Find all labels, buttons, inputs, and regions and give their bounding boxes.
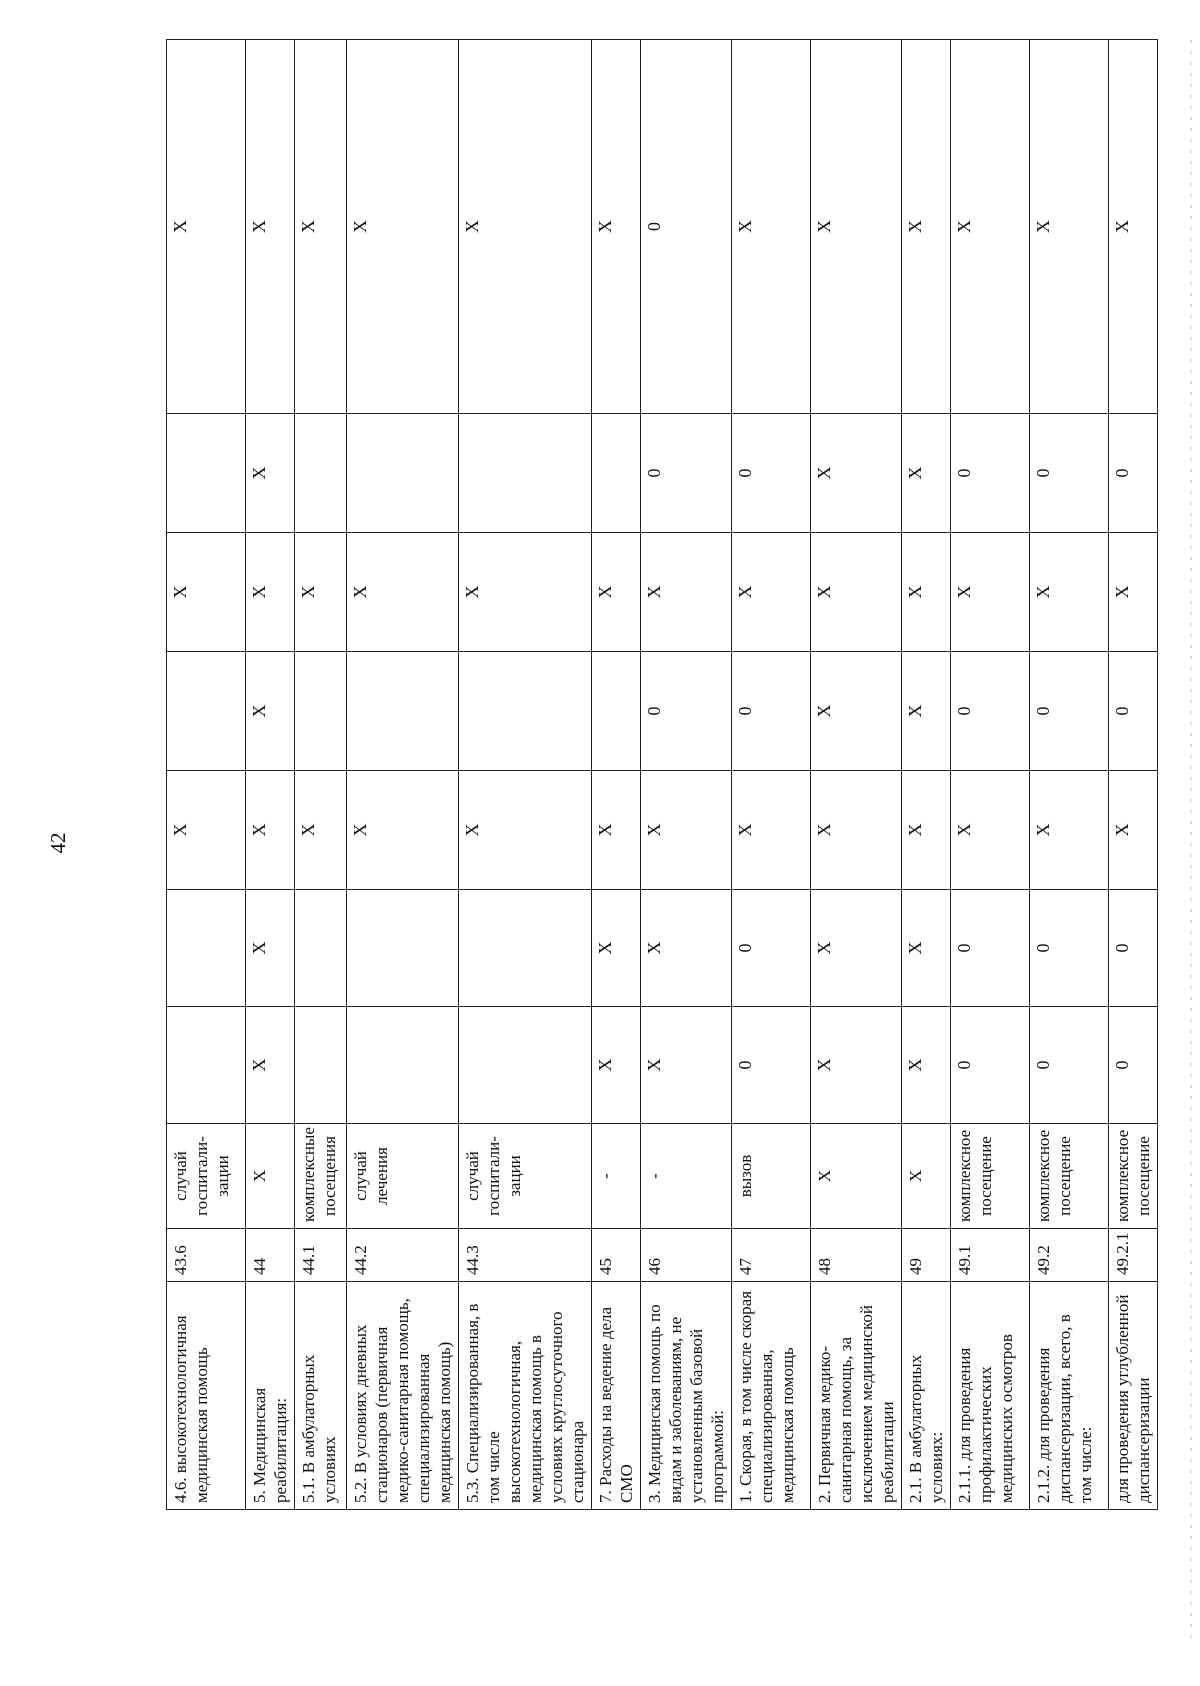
value-cell-4 <box>641 652 732 771</box>
value-text: X <box>170 823 190 837</box>
value-cell-3 <box>732 771 811 890</box>
value-cell-7 <box>732 40 811 414</box>
row-number-cell: 44 <box>246 1229 295 1282</box>
value-text: X <box>1112 823 1132 837</box>
value-text: X <box>905 1058 925 1072</box>
value-text: X <box>644 585 664 599</box>
value-cell-2 <box>592 890 641 1007</box>
table-row <box>295 40 347 1510</box>
value-cell-7 <box>295 40 347 414</box>
row-number-cell: 44.3 <box>459 1229 592 1282</box>
value-text: 0 <box>1112 943 1132 953</box>
value-text: X <box>735 220 755 233</box>
value-text: X <box>462 585 482 599</box>
value-cell-6 <box>167 414 246 533</box>
value-cell-7 <box>167 40 246 414</box>
value-text: X <box>905 941 925 955</box>
value-cell-5 <box>902 533 951 652</box>
row-name-cell: 2.1.2. для проведения диспансеризации, всего, в том числе: <box>1030 1282 1109 1510</box>
row-unit-cell: случай лечения <box>347 1124 459 1229</box>
value-cell-1 <box>347 1007 459 1124</box>
value-cell-3 <box>347 771 459 890</box>
value-cell-2 <box>1109 890 1158 1007</box>
data-table <box>166 39 1158 1510</box>
value-cell-3 <box>641 771 732 890</box>
value-text: 0 <box>644 222 664 231</box>
row-name-cell: 1. Скорая, в том числе скорая специализированная, медицинская помощь <box>732 1282 811 1510</box>
value-cell-5 <box>167 533 246 652</box>
value-text: X <box>249 941 269 955</box>
value-cell-4 <box>167 652 246 771</box>
value-text: 0 <box>735 943 755 953</box>
value-cell-2 <box>459 890 592 1007</box>
table-row <box>246 40 295 1510</box>
value-cell-2 <box>951 890 1030 1007</box>
value-cell-6 <box>732 414 811 533</box>
value-text: X <box>249 585 269 599</box>
value-cell-4 <box>1109 652 1158 771</box>
value-text: X <box>905 704 925 718</box>
value-cell-6 <box>641 414 732 533</box>
value-text: 0 <box>954 706 974 716</box>
value-text: X <box>249 220 269 233</box>
row-number-cell: 48 <box>811 1229 902 1282</box>
value-cell-4 <box>592 652 641 771</box>
value-text: 0 <box>1033 943 1053 953</box>
value-cell-3 <box>167 771 246 890</box>
value-cell-7 <box>1030 40 1109 414</box>
value-cell-7 <box>811 40 902 414</box>
table-row <box>732 40 811 1510</box>
value-cell-1 <box>459 1007 592 1124</box>
value-cell-2 <box>167 890 246 1007</box>
table-container <box>166 40 1153 1510</box>
value-text: 0 <box>735 468 755 478</box>
value-text: 0 <box>954 943 974 953</box>
row-name-cell: 2.1.1. для проведения профилактических медицинских осмотров <box>951 1282 1030 1510</box>
row-name-cell: 5.2. В условиях дневных стационаров (первичная медико-санитарная помощь, специализированная медицинская помощь) <box>347 1282 459 1510</box>
row-name-cell: 5.1. В амбулаторных условиях <box>295 1282 347 1510</box>
value-cell-1 <box>246 1007 295 1124</box>
row-unit-cell: случай госпитали-зации <box>459 1124 592 1229</box>
value-cell-3 <box>246 771 295 890</box>
value-cell-7 <box>347 40 459 414</box>
value-cell-1 <box>1030 1007 1109 1124</box>
value-cell-4 <box>732 652 811 771</box>
row-unit-cell: X <box>811 1124 902 1229</box>
value-text: X <box>595 941 615 955</box>
value-cell-6 <box>246 414 295 533</box>
value-text: 0 <box>644 706 664 716</box>
table-row <box>1030 40 1109 1510</box>
value-text: X <box>814 585 834 599</box>
value-cell-5 <box>811 533 902 652</box>
value-cell-6 <box>592 414 641 533</box>
value-text: X <box>905 823 925 837</box>
value-text: 0 <box>735 1060 755 1070</box>
row-unit-cell: - <box>641 1124 732 1229</box>
value-text: X <box>249 823 269 837</box>
value-cell-4 <box>347 652 459 771</box>
row-number-cell: 46 <box>641 1229 732 1282</box>
table-row <box>459 40 592 1510</box>
value-cell-5 <box>246 533 295 652</box>
value-cell-2 <box>1030 890 1109 1007</box>
row-number-cell: 47 <box>732 1229 811 1282</box>
value-cell-2 <box>246 890 295 1007</box>
value-cell-2 <box>641 890 732 1007</box>
value-cell-5 <box>592 533 641 652</box>
value-cell-6 <box>295 414 347 533</box>
value-text: X <box>735 823 755 837</box>
row-unit-cell: комплексное посещение <box>1109 1124 1158 1229</box>
value-cell-7 <box>641 40 732 414</box>
value-text: X <box>905 585 925 599</box>
value-cell-4 <box>295 652 347 771</box>
value-cell-1 <box>811 1007 902 1124</box>
value-cell-7 <box>1109 40 1158 414</box>
row-number-cell: 45 <box>592 1229 641 1282</box>
table-row <box>951 40 1030 1510</box>
value-cell-1 <box>167 1007 246 1124</box>
value-text: X <box>814 823 834 837</box>
value-text: 0 <box>954 1060 974 1070</box>
row-name-cell: 2. Первичная медико-санитарная помощь, за исключением медицинской реабилитации <box>811 1282 902 1510</box>
value-cell-5 <box>459 533 592 652</box>
value-text: X <box>644 823 664 837</box>
value-text: 0 <box>644 468 664 478</box>
value-text: X <box>735 585 755 599</box>
row-unit-cell: - <box>592 1124 641 1229</box>
value-cell-2 <box>732 890 811 1007</box>
value-text: 0 <box>1112 468 1132 478</box>
row-number-cell: 44.1 <box>295 1229 347 1282</box>
row-name-cell: для проведения углубленной диспансеризации <box>1109 1282 1158 1510</box>
value-cell-2 <box>347 890 459 1007</box>
value-cell-5 <box>951 533 1030 652</box>
value-cell-3 <box>295 771 347 890</box>
table-row <box>811 40 902 1510</box>
value-cell-2 <box>295 890 347 1007</box>
row-name-cell: 4.6. высокотехнологичная медицинская помощь <box>167 1282 246 1510</box>
value-cell-4 <box>902 652 951 771</box>
value-cell-1 <box>641 1007 732 1124</box>
value-cell-1 <box>295 1007 347 1124</box>
value-text: 0 <box>1112 706 1132 716</box>
value-cell-4 <box>811 652 902 771</box>
value-cell-1 <box>1109 1007 1158 1124</box>
value-text: 0 <box>954 468 974 478</box>
value-cell-5 <box>347 533 459 652</box>
value-text: X <box>814 1058 834 1072</box>
value-text: X <box>814 220 834 233</box>
value-text: X <box>249 466 269 480</box>
value-text: X <box>1033 220 1053 233</box>
row-name-cell: 5.3. Специализированная, в том числе высокотехнологичная, медицинская помощь в условиях круглосуточного стационара <box>459 1282 592 1510</box>
row-unit-cell: комплексное посещение <box>1030 1124 1109 1229</box>
row-name-cell: 2.1. В амбулаторных условиях: <box>902 1282 951 1510</box>
row-number-cell: 49.1 <box>951 1229 1030 1282</box>
value-text: X <box>595 823 615 837</box>
scan-edge-artifact <box>1190 40 1192 1640</box>
row-unit-cell: комплексное посещение <box>951 1124 1030 1229</box>
value-text: 0 <box>1033 1060 1053 1070</box>
value-cell-7 <box>902 40 951 414</box>
value-text: 0 <box>735 706 755 716</box>
value-cell-1 <box>951 1007 1030 1124</box>
value-text: X <box>954 585 974 599</box>
value-cell-5 <box>641 533 732 652</box>
value-text: X <box>298 823 318 837</box>
value-text: X <box>595 1058 615 1072</box>
table-row <box>167 40 246 1510</box>
value-cell-5 <box>295 533 347 652</box>
value-text: X <box>954 220 974 233</box>
value-cell-6 <box>902 414 951 533</box>
value-cell-3 <box>1109 771 1158 890</box>
value-cell-4 <box>1030 652 1109 771</box>
value-cell-3 <box>811 771 902 890</box>
value-cell-3 <box>1030 771 1109 890</box>
value-text: X <box>350 220 370 233</box>
value-text: X <box>1033 823 1053 837</box>
value-text: X <box>462 220 482 233</box>
row-number-cell: 49.2 <box>1030 1229 1109 1282</box>
row-number-cell: 49.2.1 <box>1109 1229 1158 1282</box>
value-text: X <box>249 704 269 718</box>
row-unit-cell: X <box>246 1124 295 1229</box>
row-unit-cell: вызов <box>732 1124 811 1229</box>
value-text: X <box>814 704 834 718</box>
table-row <box>1109 40 1158 1510</box>
value-text: X <box>298 220 318 233</box>
value-text: X <box>249 1058 269 1072</box>
value-text: X <box>1112 585 1132 599</box>
table-row <box>347 40 459 1510</box>
value-text: X <box>905 466 925 480</box>
value-cell-6 <box>347 414 459 533</box>
value-cell-1 <box>592 1007 641 1124</box>
row-number-cell: 43.6 <box>167 1229 246 1282</box>
value-cell-2 <box>902 890 951 1007</box>
value-text: 0 <box>1033 468 1053 478</box>
value-cell-6 <box>1030 414 1109 533</box>
value-cell-3 <box>951 771 1030 890</box>
value-cell-5 <box>1030 533 1109 652</box>
value-cell-4 <box>951 652 1030 771</box>
value-cell-4 <box>459 652 592 771</box>
value-text: X <box>595 220 615 233</box>
value-text: X <box>814 466 834 480</box>
row-unit-cell: случай госпитали-зации <box>167 1124 246 1229</box>
row-unit-cell: X <box>902 1124 951 1229</box>
value-text: X <box>298 585 318 599</box>
value-text: X <box>170 220 190 233</box>
value-text: X <box>905 220 925 233</box>
value-cell-5 <box>732 533 811 652</box>
value-text: X <box>595 585 615 599</box>
value-cell-5 <box>1109 533 1158 652</box>
value-text: X <box>350 585 370 599</box>
value-cell-6 <box>951 414 1030 533</box>
table-row <box>641 40 732 1510</box>
value-cell-7 <box>951 40 1030 414</box>
value-text: X <box>1112 220 1132 233</box>
value-text: X <box>350 823 370 837</box>
value-cell-3 <box>459 771 592 890</box>
value-cell-1 <box>902 1007 951 1124</box>
table-row <box>902 40 951 1510</box>
value-text: X <box>644 1058 664 1072</box>
row-name-cell: 7. Расходы на ведение дела СМО <box>592 1282 641 1510</box>
value-text: 0 <box>1112 1060 1132 1070</box>
value-cell-6 <box>811 414 902 533</box>
value-cell-7 <box>246 40 295 414</box>
row-number-cell: 44.2 <box>347 1229 459 1282</box>
value-cell-4 <box>246 652 295 771</box>
value-text: X <box>462 823 482 837</box>
value-cell-7 <box>592 40 641 414</box>
row-unit-cell: комплексные посещения <box>295 1124 347 1229</box>
value-cell-7 <box>459 40 592 414</box>
value-text: X <box>1033 585 1053 599</box>
page-number: 42 <box>46 832 70 854</box>
value-text: 0 <box>1033 706 1053 716</box>
value-cell-2 <box>811 890 902 1007</box>
table-row <box>592 40 641 1510</box>
row-name-cell: 3. Медицинская помощь по видам и заболеваниям, не установленным базовой программой: <box>641 1282 732 1510</box>
row-name-cell: 5. Медицинская реабилитация: <box>246 1282 295 1510</box>
value-text: X <box>954 823 974 837</box>
row-number-cell: 49 <box>902 1229 951 1282</box>
value-cell-6 <box>459 414 592 533</box>
value-cell-6 <box>1109 414 1158 533</box>
value-cell-3 <box>902 771 951 890</box>
value-text: X <box>644 941 664 955</box>
value-cell-1 <box>732 1007 811 1124</box>
value-cell-3 <box>592 771 641 890</box>
table-body <box>167 40 1158 1510</box>
value-text: X <box>170 585 190 599</box>
value-text: X <box>814 941 834 955</box>
